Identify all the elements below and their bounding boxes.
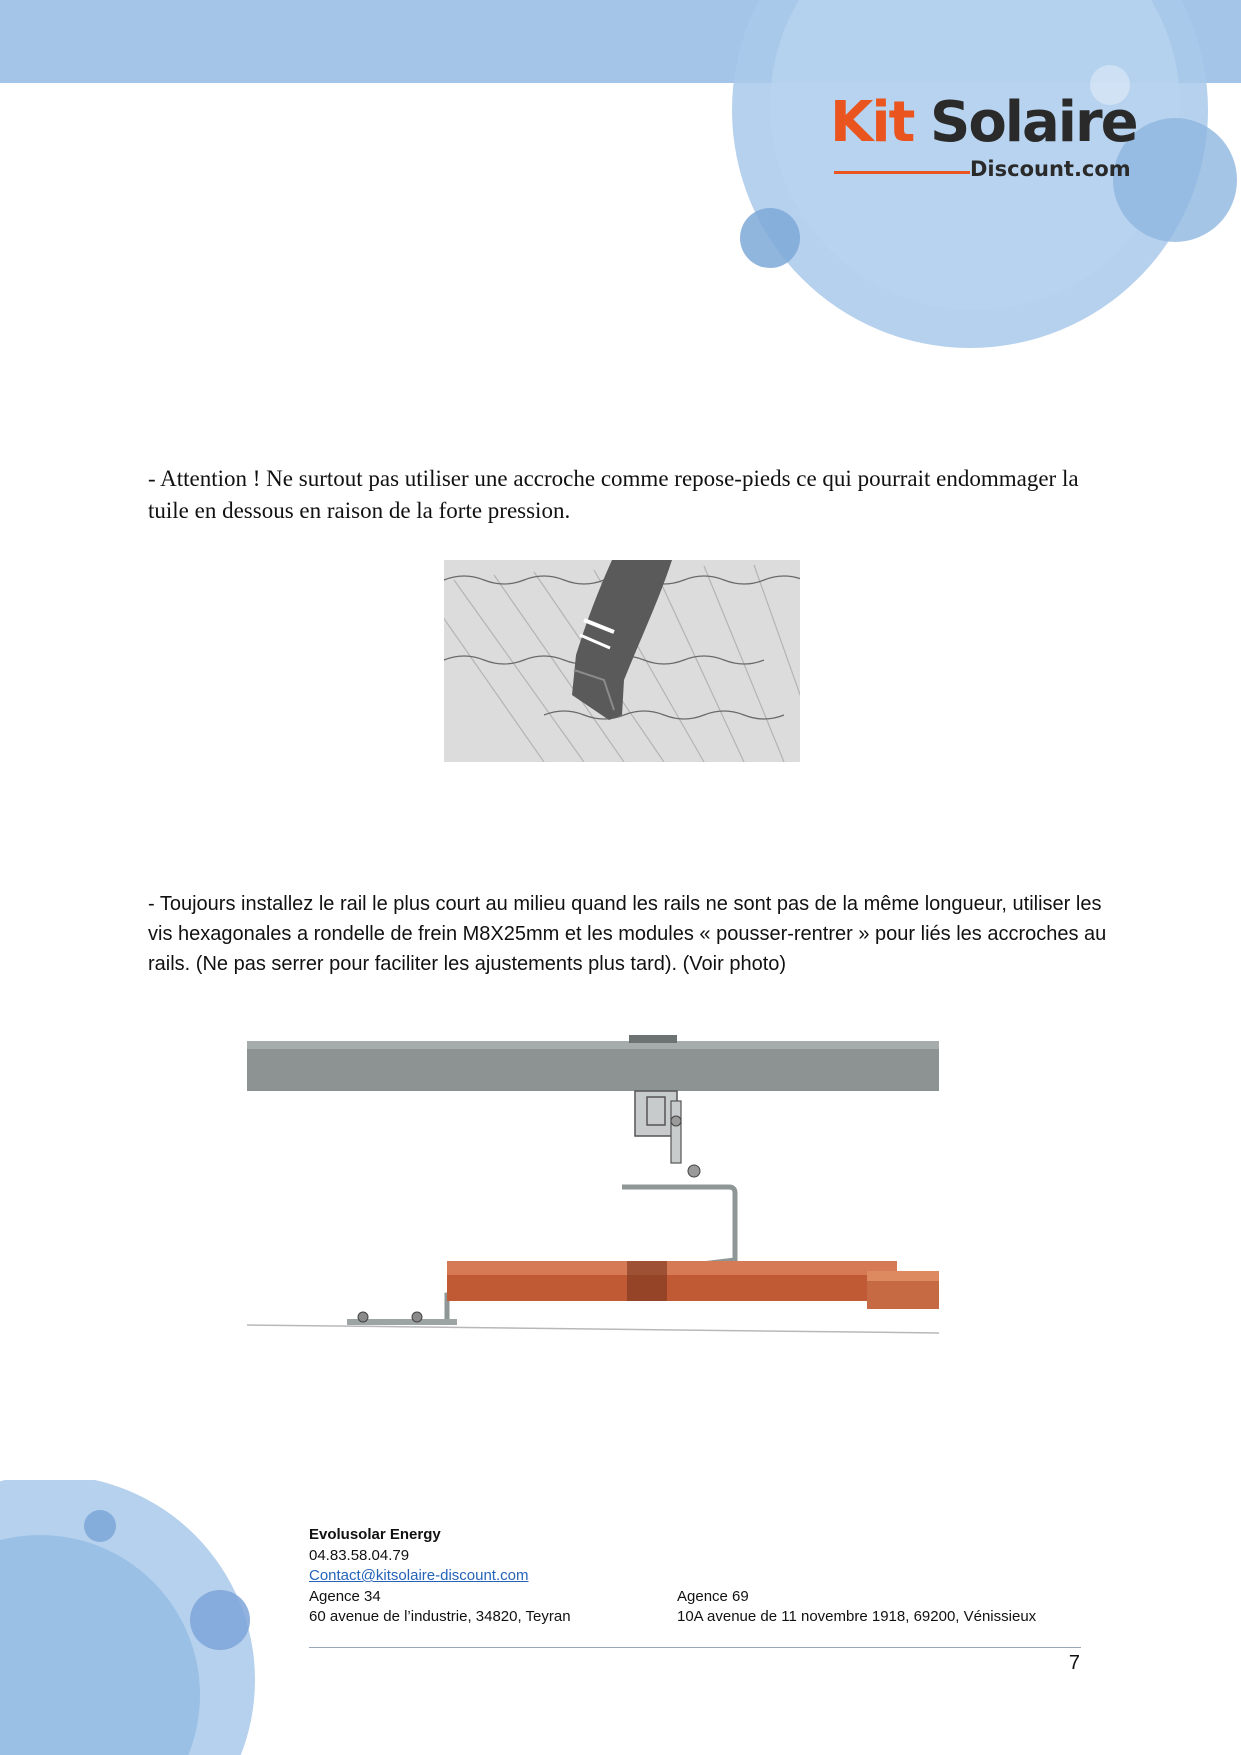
agency-69-block [677,1587,1097,1628]
logo-underline [834,171,970,174]
logo-kit-text: Kit [830,90,914,155]
warning-paragraph: - Attention ! Ne surtout pas utiliser une accroche comme repose-pieds ce qui pourrait endommager la tuile en dessous en raison de la forte pression. [148,466,1079,523]
footer-divider [309,1647,1081,1648]
footer-contact [309,1525,1089,1628]
installation-paragraph: - Toujours installez le rail le plus court au milieu quand les rails ne sont pas de la même longueur, utiliser les vis hexagonales a rondelle de frein M8X25mm et les modules « pousser-rentrer » pour liés les accroches au rails. (Ne pas serrer pour faciliter les ajustements plus tard). (Voir photo) [148,893,1107,975]
logo-solaire-text: Solaire [930,90,1137,155]
kitsolaire-logo [830,90,1137,195]
page-number: 7 [1068,1652,1080,1674]
decorative-circles-bottom [0,1480,300,1755]
foot-on-tile-illustration [444,560,800,762]
agency-34-name: Agence 34 [309,1587,381,1605]
logo-discount-text: Discount.com [970,157,1131,181]
agency-69-address: 10A avenue de 11 novembre 1918, 69200, Vénissieux [677,1608,1037,1625]
agency-69-name: Agence 69 [677,1587,749,1605]
company-name: Evolusolar Energy [309,1526,441,1543]
rail-hook-diagram [247,1035,939,1385]
email-link[interactable]: Contact@kitsolaire-discount.com [309,1567,529,1584]
agency-34-address: 60 avenue de l’industrie, 34820, Teyran [309,1608,571,1625]
phone-number: 04.83.58.04.79 [309,1546,410,1564]
